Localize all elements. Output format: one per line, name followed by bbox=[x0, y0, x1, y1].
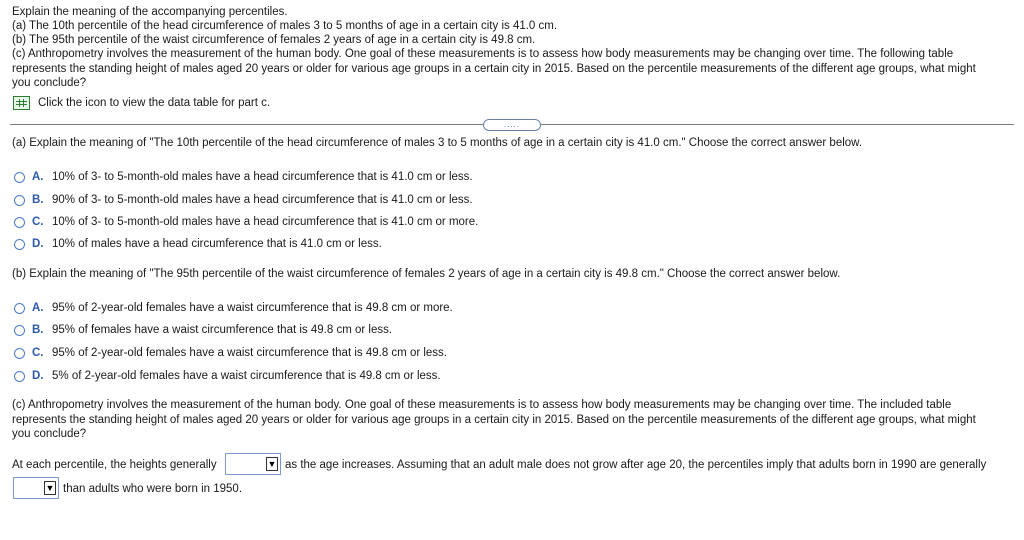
radio-button[interactable] bbox=[14, 325, 25, 336]
table-icon[interactable] bbox=[13, 96, 30, 110]
radio-button[interactable] bbox=[14, 239, 25, 250]
option-text: 10% of 3- to 5-month-old males have a head circumference that is 41.0 cm or less. bbox=[52, 171, 473, 183]
part-b-question: (b) Explain the meaning of "The 95th percentile of the waist circumference of females 2 years of age in a certain city is 49.8 cm." Choose the correct answer below. bbox=[12, 268, 841, 280]
option-text: 10% of 3- to 5-month-old males have a head circumference that is 41.0 cm or more. bbox=[52, 216, 479, 228]
radio-button[interactable] bbox=[14, 303, 25, 314]
option-letter: A. bbox=[32, 171, 44, 183]
part-b-option-b[interactable] bbox=[14, 322, 392, 338]
part-a-option-d[interactable] bbox=[14, 236, 382, 252]
part-c-sentence-suffix: than adults who were born in 1950. bbox=[63, 483, 243, 495]
height-comparison-dropdown[interactable] bbox=[13, 477, 59, 499]
option-text: 10% of males have a head circumference that is 41.0 cm or less. bbox=[52, 238, 382, 250]
part-b-option-a[interactable] bbox=[14, 300, 453, 316]
chevron-down-icon[interactable]: ▼ bbox=[266, 457, 278, 471]
option-text: 5% of 2-year-old females have a waist circumference that is 49.8 cm or less. bbox=[52, 370, 441, 382]
intro-part-b: (b) The 95th percentile of the waist circumference of females 2 years of age in a certain city is 49.8 cm. bbox=[12, 34, 536, 46]
option-text: 95% of 2-year-old females have a waist circumference that is 49.8 cm or more. bbox=[52, 302, 453, 314]
option-letter: C. bbox=[32, 216, 44, 228]
intro-part-c: (c) Anthropometry involves the measurement of the human body. One goal of these measurements is to assess how body measurements may be changing over time. The following table represents the standing height of males aged 20 years or older for various age groups in a certain city in 2015. Based on the percentile measurements of the different age groups, what might you conclude? bbox=[12, 48, 976, 89]
option-letter: B. bbox=[32, 194, 44, 206]
part-a-option-c[interactable] bbox=[14, 214, 478, 230]
part-b-option-c[interactable] bbox=[14, 345, 447, 361]
part-a-question: (a) Explain the meaning of "The 10th percentile of the head circumference of males 3 to 5 months of age in a certain city is 41.0 cm." Choose the correct answer below. bbox=[12, 137, 863, 149]
part-c-question: (c) Anthropometry involves the measurement of the human body. One goal of these measurements is to assess how body measurements may be changing over time. The included table represents the standing height of males aged 20 years or older for various age groups in a certain city in 2015. Based on the percentile measurements of the different age groups, what might you conclude? bbox=[12, 399, 976, 440]
option-text: 95% of 2-year-old females have a waist circumference that is 49.8 cm or less. bbox=[52, 347, 448, 359]
option-letter: B. bbox=[32, 324, 44, 336]
option-text: 90% of 3- to 5-month-old males have a head circumference that is 41.0 cm or less. bbox=[52, 194, 473, 206]
option-letter: C. bbox=[32, 347, 44, 359]
radio-button[interactable] bbox=[14, 195, 25, 206]
radio-button[interactable] bbox=[14, 217, 25, 228]
part-c-sentence-middle: as the age increases. Assuming that an adult male does not grow after age 20, the percentiles imply that adults born in 1990 are generally bbox=[285, 459, 987, 471]
intro-part-a: (a) The 10th percentile of the head circumference of males 3 to 5 months of age in a certain city is 41.0 cm. bbox=[12, 20, 558, 32]
option-letter: D. bbox=[32, 238, 44, 250]
heights-trend-dropdown[interactable] bbox=[225, 453, 281, 475]
option-letter: D. bbox=[32, 370, 44, 382]
part-a-option-a[interactable] bbox=[14, 169, 473, 185]
part-c-sentence-prefix: At each percentile, the heights generally bbox=[12, 459, 217, 471]
radio-button[interactable] bbox=[14, 371, 25, 382]
part-a-option-b[interactable] bbox=[14, 192, 473, 208]
expand-button[interactable]: ..... bbox=[483, 119, 541, 131]
intro-heading: Explain the meaning of the accompanying percentiles. bbox=[12, 6, 288, 18]
option-letter: A. bbox=[32, 302, 44, 314]
chevron-down-icon[interactable]: ▼ bbox=[44, 481, 56, 495]
part-b-option-d[interactable] bbox=[14, 368, 441, 384]
option-text: 95% of females have a waist circumference that is 49.8 cm or less. bbox=[52, 324, 393, 336]
radio-button[interactable] bbox=[14, 348, 25, 359]
radio-button[interactable] bbox=[14, 172, 25, 183]
table-link-text[interactable]: Click the icon to view the data table for part c. bbox=[38, 97, 271, 109]
